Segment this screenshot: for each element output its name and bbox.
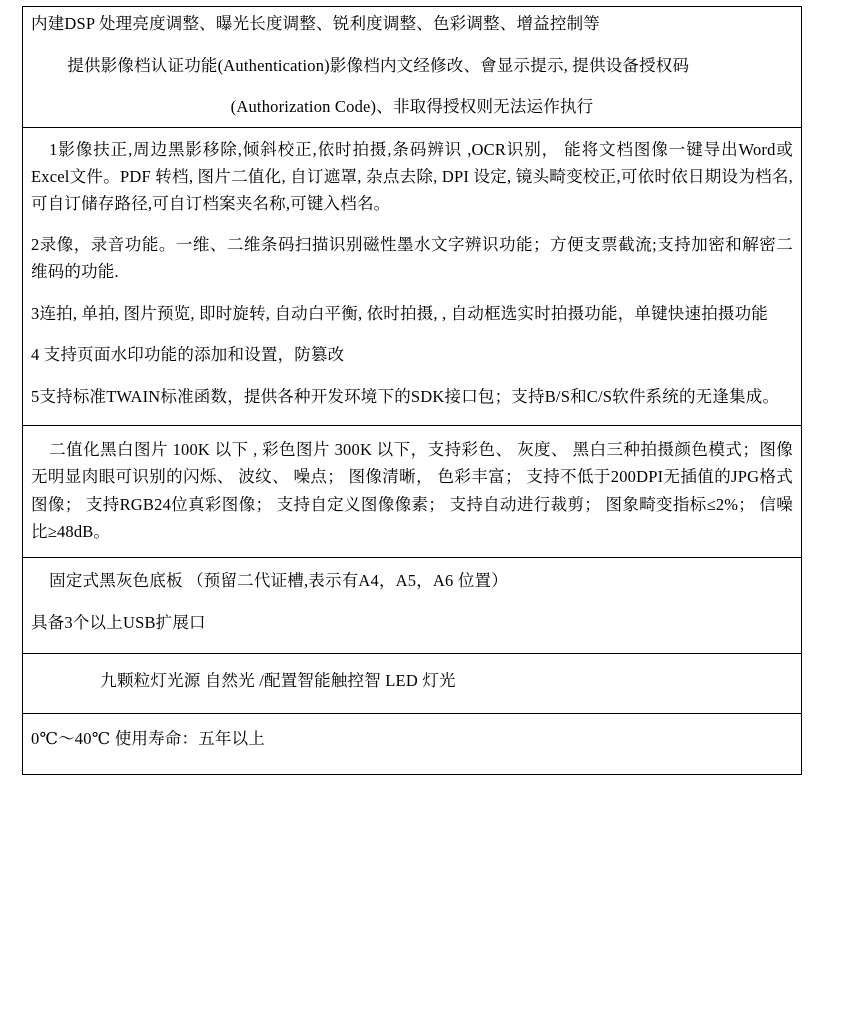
paragraph: 内建DSP 处理亮度调整、曝光长度调整、锐利度调整、色彩调整、增益控制等 (31, 14, 600, 33)
paragraph: 1影像扶正,周边黑影移除,倾斜校正,依时拍摄,条码辨识 ,OCR识别， 能将文档图像一键导出Word或Excel文件。PDF 转档, 图片二值化, 自订遮罩, 杂点去除, DPI 设定, 镜头畸变校正,可依时依日期设为档名,可自订储存路径,可自订档案夹名称,可键入档名。 (31, 140, 793, 213)
paragraph: 二值化黑白图片 100K 以下 , 彩色图片 300K 以下，支持彩色、 灰度、 黑白三种拍摄颜色模式；图像无明显肉眼可识别的闪烁、 波纹、 噪点； 图像清晰， 色彩丰富； 支持不低于200DPI无插值的JPG格式图像； 支持RGB24位真彩图像； 支持自定义图像像素； 支持自动进行裁剪； 图象畸变指标≤2%； 信噪比≥48dB。 (31, 439, 793, 542)
table-row (23, 558, 802, 653)
paragraph: (Authorization Code)、非取得授权则无法运作执行 (230, 97, 594, 117)
table-row (23, 653, 802, 713)
spec-table (22, 6, 802, 775)
paragraph: 0℃～40℃ 使用寿命：五年以上 (31, 728, 265, 748)
cell-base-plate (23, 558, 802, 653)
paragraph: 4 支持页面水印功能的添加和设置，防篡改 (31, 345, 345, 365)
cell-environment (23, 713, 802, 775)
cell-dsp-features (23, 7, 802, 128)
paragraph: 2录像，录音功能。一维、二维条码扫描识别磁性墨水文字辨识功能；方便支票截流;支持加密和解密二维码的功能. (31, 235, 793, 282)
cell-image-quality (23, 425, 802, 558)
cell-lighting (23, 653, 802, 713)
table-row (23, 7, 802, 128)
table-row (23, 713, 802, 775)
paragraph: 3连拍, 单拍, 图片预览, 即时旋转, 自动白平衡, 依时拍摄, , 自动框选实时拍摄功能，单键快速拍摄功能 (31, 303, 768, 323)
table-row (23, 425, 802, 558)
paragraph: 5支持标准TWAIN标准函数，提供各种开发环境下的SDK接口包；支持B/S和C/S软件系统的无逢集成。 (31, 387, 780, 407)
paragraph: 九颗粒灯光源 自然光 /配置智能触控智 LED 灯光 (100, 670, 456, 690)
table-row (23, 128, 802, 426)
paragraph: 提供影像档认证功能(Authentication)影像档内文经修改、會显示提示, 提供设备授权码 (67, 55, 690, 75)
paragraph: 具备3个以上USB扩展口 (31, 613, 206, 633)
paragraph: 固定式黑灰色底板 （预留二代证槽,表示有A4，A5，A6 位置） (49, 571, 508, 591)
cell-scan-functions (23, 128, 802, 426)
